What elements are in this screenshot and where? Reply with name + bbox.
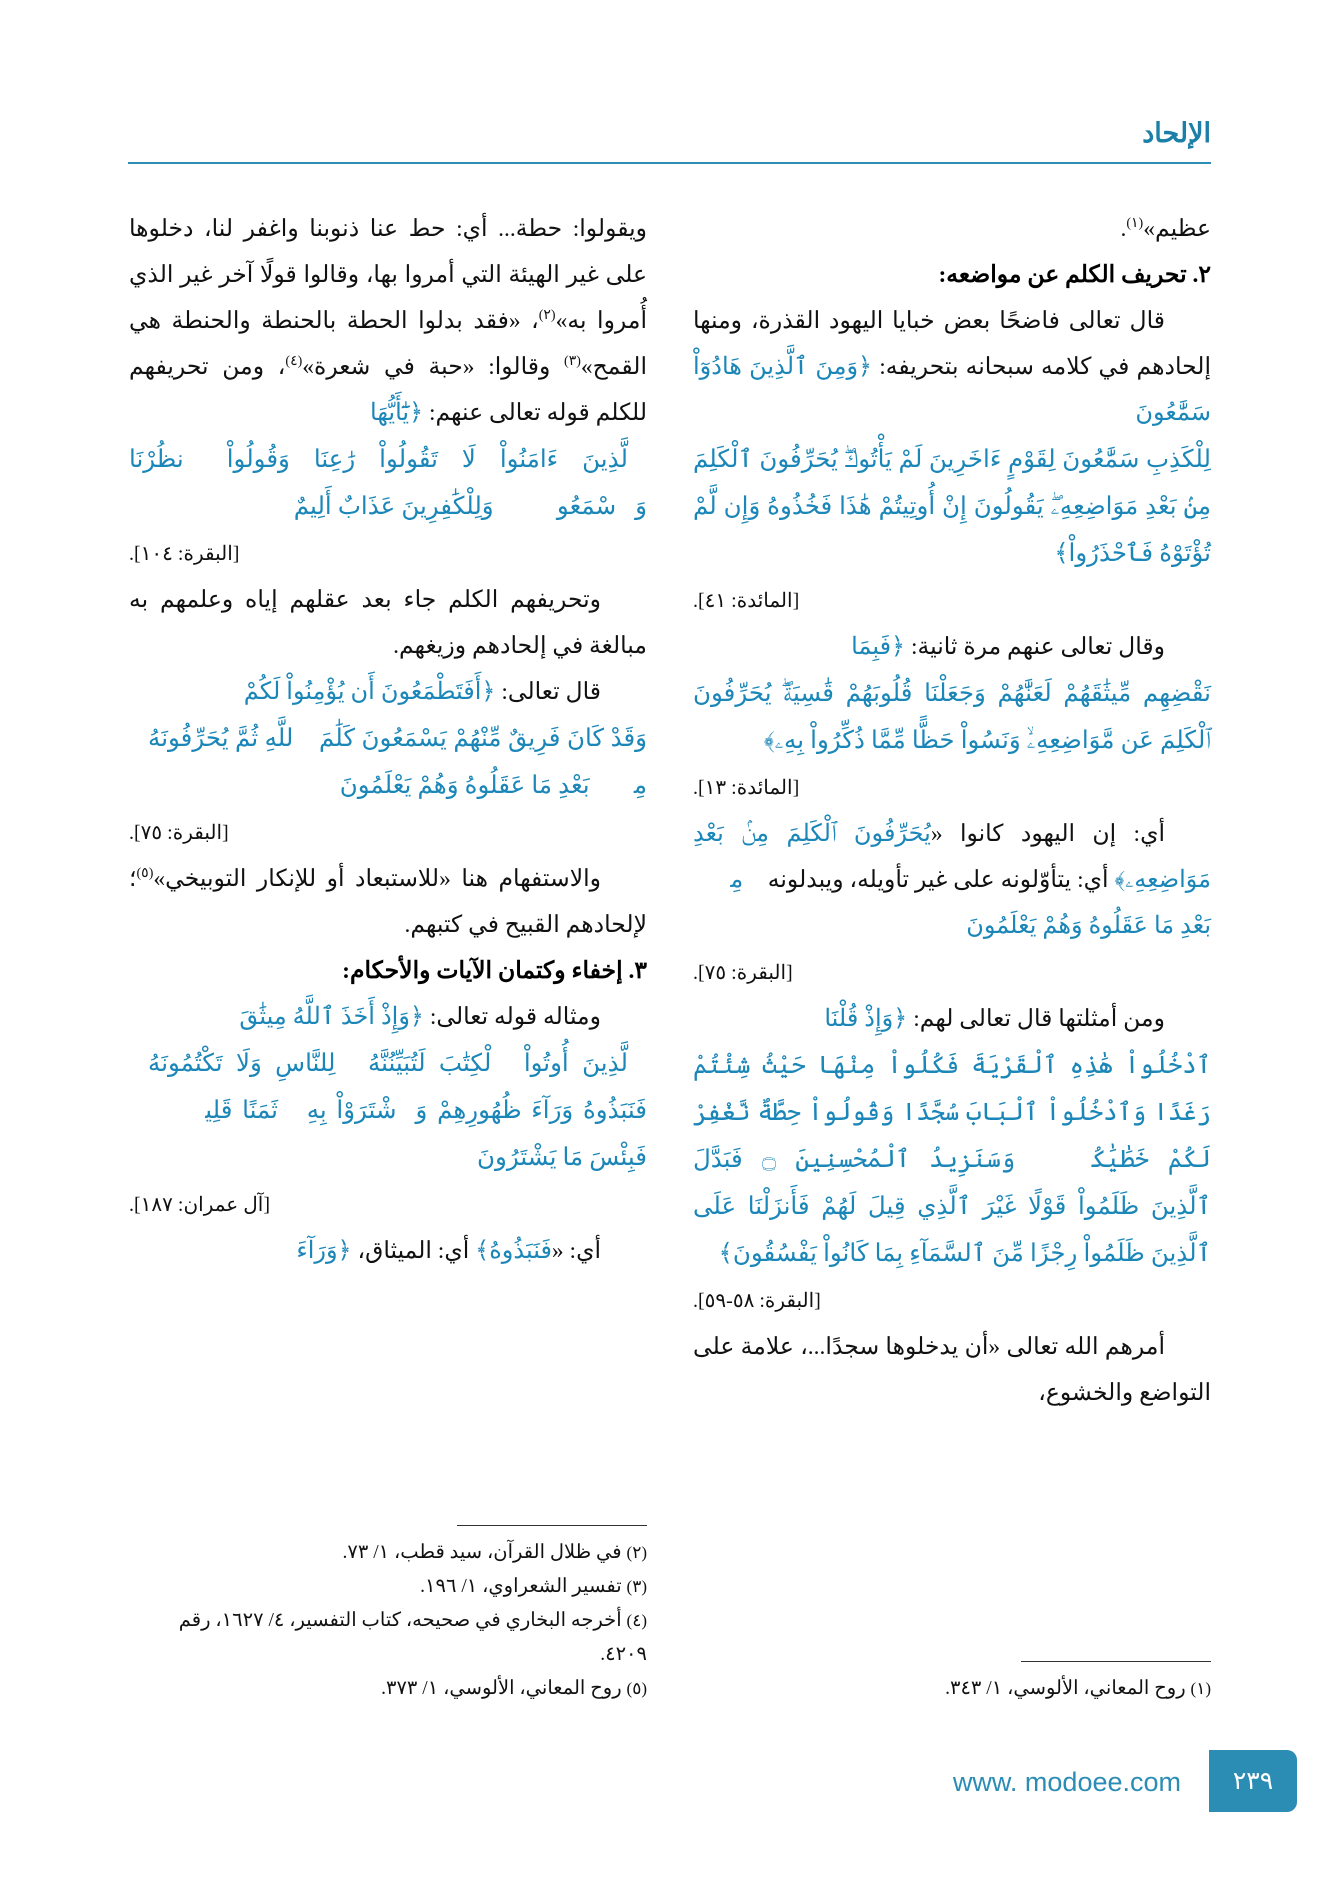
footnote-marker: (٢) — [626, 1543, 647, 1562]
paragraph: وقال تعالى عنهم مرة ثانية: ﴿فَبِمَا — [851, 634, 1165, 660]
left-column-footnotes — [129, 1525, 647, 1707]
verse-reference: [البقرة: ٥٨-٥٩]. — [693, 1290, 821, 1312]
verse-reference: [آل عمران: ١٨٧]. — [129, 1194, 270, 1216]
verse-reference: [البقرة: ١٠٤]. — [129, 543, 240, 565]
page-footer — [0, 1750, 1339, 1812]
footnote: (٣) تفسير الشعراوي، ١/ ١٩٦. — [420, 1576, 647, 1597]
footnote: (١) روح المعاني، الألوسي، ١/ ٣٤٣. — [945, 1678, 1211, 1699]
right-column-footnotes — [693, 1661, 1211, 1707]
verse-reference: [المائدة: ١٣]. — [693, 777, 800, 799]
site-url: www. modoee.com — [952, 1767, 1181, 1797]
footnote: (٤) أخرجه البخاري في صحيحه، كتاب التفسير، ٤/ ١٦٢٧، رقم ٤٢٠٩. — [178, 1610, 647, 1665]
two-column-body — [128, 206, 1211, 1706]
paragraph: أي: إن اليهود كانوا «يُحَرِّفُونَ ٱلْكَلِمَ مِنۢ بَعْدِ مَوَاضِعِهِۦ﴾ أي: يتأوّلونه على غير تأويله، ويبدلونه ﴿مِنۢ بَعْدِ مَا عَقَلُوهُ وَهُمْ يَعْلَمُونَ﴾ — [693, 821, 1211, 939]
paragraph: قال تعالى: ﴿أَفَتَطْمَعُونَ أَن يُؤْمِنُواْ لَكُمْ — [243, 679, 601, 705]
footnote-marker: (٣) — [626, 1577, 647, 1596]
section-heading: ٢. تحريف الكلم عن مواضعه: — [938, 262, 1211, 288]
left-column-content — [129, 206, 647, 1274]
quran-verse: ٱدْخُلُواْ هَٰذِهِ ٱلْقَرْيَةَ فَكُلُواْ مِنْهَا حَيْثُ شِئْتُمْ رَغَدًا وَٱدْخُلُواْ ٱلْبَابَ سُجَّدًا وَقُولُواْ حِطَّةٌ نَّغْفِرْ لَكُمْ خَطَٰيَٰكُمْۚ وَسَنَزِيدُ ٱلْمُحْسِنِينَ ۝ فَبَدَّلَ ٱلَّذِينَ ظَلَمُواْ قَوْلًا غَيْرَ ٱلَّذِي قِيلَ لَهُمْ فَأَنزَلْنَا عَلَى ٱلَّذِينَ ظَلَمُواْ رِجْزًا مِّنَ ٱلسَّمَآءِ بِمَا كَانُواْ يَفْسُقُونَ﴾ — [693, 1052, 1211, 1267]
left-column — [129, 206, 647, 1706]
paragraph: ويقولوا: حطة... أي: حط عنا ذنوبنا واغفر لنا، دخلوها على غير الهيئة التي أمروا بها، وقالوا قولًا آخر غير الذي أُمروا به»$^{(٢)}$، «فقد بدلوا الحطة بالحنطة والحنطة هي القمح»$^{(٣)}$ وقالوا: «حبة في شعرة»$^{(٤)}$، ومن تحريفهم للكلم قوله تعالى عنهم: ﴿يَٰٓأَيُّهَا — [129, 216, 647, 426]
page-title: الإلحاد — [1142, 118, 1211, 148]
quran-verse: لِلْكَذِبِ سَمَّٰعُونَ لِقَوْمٍ ءَاخَرِينَ لَمْ يَأْتُوكَۖ يُحَرِّفُونَ ٱلْكَلِمَ مِنۢ بَعْدِ مَوَاضِعِهِۦۖ يَقُولُونَ إِنْ أُوتِيتُمْ هَٰذَا فَخُذُوهُ وَإِن لَّمْ تُؤْتَوْهُ فَٱحْذَرُواْ﴾ — [693, 446, 1211, 567]
paragraph: عظيم»$^{(١)}$. — [1120, 216, 1211, 242]
paragraph: والاستفهام هنا «للاستبعاد أو للإنكار التوبيخي»$^{(٥)}$؛ لإلحادهم القبيح في كتبهم. — [129, 866, 647, 938]
footnote-divider — [1021, 1661, 1211, 1663]
footnote-divider — [457, 1525, 647, 1527]
right-column-content — [693, 206, 1211, 1416]
right-column — [693, 206, 1211, 1706]
header-divider — [128, 162, 1211, 164]
footnote-marker: (١) — [1190, 1679, 1211, 1698]
footnote: (٢) في ظلال القرآن، سيد قطب، ١/ ٧٣. — [342, 1542, 647, 1563]
paragraph: أي: «فَنَبَذُوهُ﴾ أي: الميثاق، ﴿وَرَآءَ — [296, 1238, 601, 1264]
footnote: (٥) روح المعاني، الألوسي، ١/ ٣٧٣. — [381, 1678, 647, 1699]
page-header — [128, 118, 1211, 164]
page-number-badge: ٢٣٩ — [1209, 1750, 1297, 1812]
section-heading: ٣. إخفاء وكتمان الآيات والأحكام: — [342, 958, 647, 984]
quran-verse: وَقَدْ كَانَ فَرِيقٌ مِّنْهُمْ يَسْمَعُونَ كَلَٰمَ ٱللَّهِ ثُمَّ يُحَرِّفُونَهُۥ مِنۢ بَعْدِ مَا عَقَلُوهُ وَهُمْ يَعْلَمُونَ﴾ — [129, 725, 647, 799]
paragraph: ومثاله قوله تعالى: ﴿وَإِذْ أَخَذَ ٱللَّهُ مِيثَٰقَ — [239, 1004, 601, 1030]
quran-verse: نَقْضِهِم مِّيثَٰقَهُمْ لَعَنَّٰهُمْ وَجَعَلْنَا قُلُوبَهُمْ قَٰسِيَةًۖ يُحَرِّفُونَ ٱلْكَلِمَ عَن مَّوَاضِعِهِۦۙ وَنَسُواْ حَظًّا مِّمَّا ذُكِّرُواْ بِهِۦ﴾ — [693, 680, 1211, 754]
paragraph: ومن أمثلتها قال تعالى لهم: ﴿وَإِذْ قُلْنَا — [824, 1006, 1165, 1032]
paragraph: وتحريفهم الكلم جاء بعد عقلهم إياه وعلمهم به مبالغة في إلحادهم وزيغهم. — [129, 587, 647, 659]
paragraph: قال تعالى فاضحًا بعض خبايا اليهود القذرة، ومنها إلحادهم في كلامه سبحانه بتحريفه: ﴿وَمِنَ ٱلَّذِينَ هَادُوٓاْ سَمَّٰعُونَ — [693, 308, 1211, 426]
footnote-marker: (٥) — [626, 1679, 647, 1698]
footnote-marker: (٤) — [626, 1611, 647, 1630]
verse-reference: [المائدة: ٤١]. — [693, 590, 800, 612]
quran-verse: ٱلَّذِينَ ءَامَنُواْ لَا تَقُولُواْ رَٰعِنَا وَقُولُواْ ٱنظُرْنَا وَٱسْمَعُواْۗ وَلِلْكَٰفِرِينَ عَذَابٌ أَلِيمٌ﴾ — [129, 446, 647, 520]
quran-verse: ٱلَّذِينَ أُوتُواْ ٱلْكِتَٰبَ لَتُبَيِّنُنَّهُۥ لِلنَّاسِ وَلَا تَكْتُمُونَهُۥ فَنَبَذُوهُ وَرَآءَ ظُهُورِهِمْ وَٱشْتَرَوْاْ بِهِۦ ثَمَنًا قَلِيلًاۖ فَبِئْسَ مَا يَشْتَرُونَ﴾ — [129, 1050, 647, 1171]
paragraph: أمرهم الله تعالى «أن يدخلوها سجدًا...، علامة على التواضع والخشوع، — [693, 1334, 1211, 1406]
verse-reference: [البقرة: ٧٥]. — [693, 962, 793, 984]
verse-reference: [البقرة: ٧٥]. — [129, 822, 229, 844]
